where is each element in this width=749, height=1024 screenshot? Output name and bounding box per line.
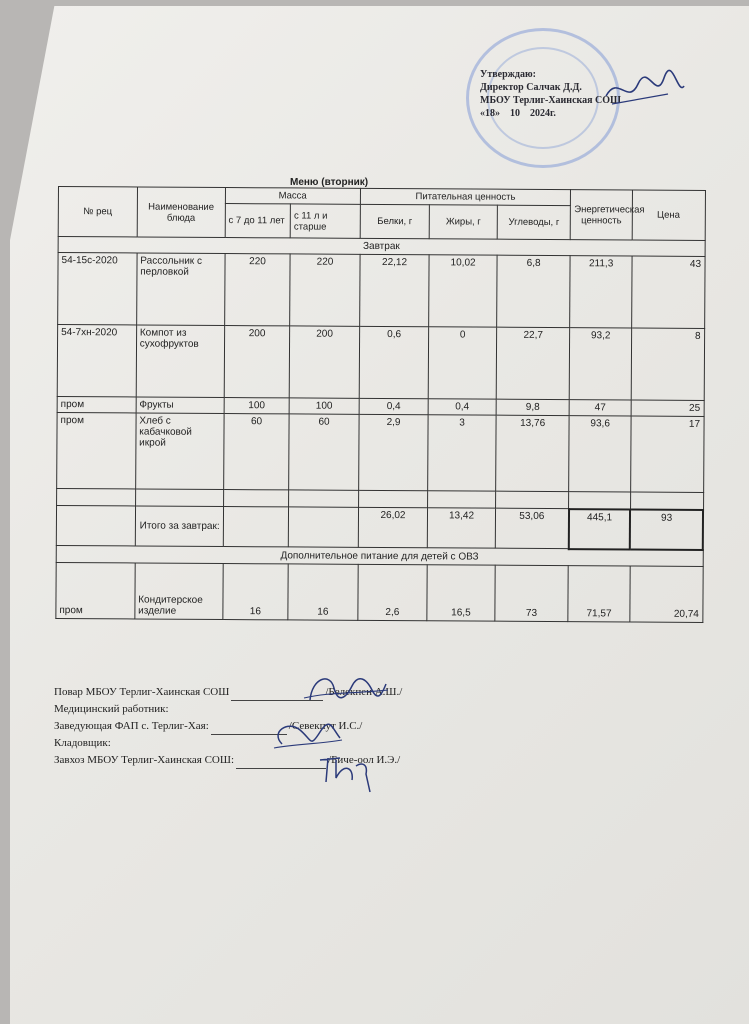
- total-price: 93: [630, 509, 703, 549]
- cell-dish: Кондитерское изделие: [135, 562, 223, 619]
- cook-signature: [300, 668, 390, 708]
- cell-fat: 10,02: [429, 255, 497, 327]
- cell-price: 25: [631, 400, 704, 416]
- cell-energy: 93,2: [570, 328, 632, 400]
- total-energy: 445,1: [569, 509, 631, 549]
- cell-dish: Фрукты: [136, 397, 224, 414]
- fap-name: /Севекпут И.С./: [288, 720, 363, 732]
- cell-mass-1: 16: [223, 563, 289, 619]
- approval-line-1: Утверждаю:: [480, 69, 536, 80]
- table-row: [57, 325, 704, 401]
- approval-line-2: Директор Салчак Д.Д.: [480, 82, 582, 93]
- cell-price: 17: [630, 416, 703, 492]
- cell-fat: 0,4: [428, 399, 496, 415]
- medic-title: Медицинский работник:: [54, 703, 169, 715]
- zavhoz-signature: [310, 748, 390, 798]
- header-mass: Масса: [225, 188, 360, 205]
- cell-recipe: пром: [57, 396, 136, 412]
- menu-title: Меню (вторник): [290, 177, 369, 188]
- header-age-2: с 11 л и старше: [290, 204, 360, 238]
- cell-carbs: 73: [495, 565, 569, 621]
- cell-mass-2: 60: [289, 414, 359, 490]
- zavhoz-name: /Биче-оол И.Э./: [328, 754, 401, 766]
- ovz-row: [56, 562, 703, 622]
- table-row: [58, 253, 705, 329]
- approval-date-year: 2024г.: [530, 108, 556, 119]
- approval-date-month: 10: [510, 108, 520, 119]
- cell-carbs: 22,7: [496, 327, 570, 399]
- cell-price: 43: [631, 256, 704, 328]
- cell-energy: 71,57: [568, 565, 630, 621]
- cell-mass-2: 200: [289, 326, 359, 398]
- total-fat: 13,42: [428, 508, 496, 548]
- total-row: [56, 505, 703, 549]
- cell-price: 20,74: [630, 566, 703, 622]
- cell-fat: 16,5: [427, 564, 495, 620]
- cell-mass-2: 100: [289, 398, 359, 414]
- header-nutrition: Питательная ценность: [360, 188, 571, 205]
- menu-table: [55, 186, 706, 622]
- cell-protein: 0,6: [359, 326, 429, 398]
- approval-date-day: «18»: [480, 108, 500, 119]
- total-label: Итого за завтрак:: [135, 506, 223, 547]
- section-breakfast: Завтрак: [58, 237, 705, 257]
- cell-mass-1: 100: [224, 398, 290, 414]
- fap-title: Заведующая ФАП с. Терлиг-Хая:: [54, 720, 209, 732]
- cell-price: 8: [631, 328, 704, 400]
- total-carbs: 53,06: [495, 508, 569, 548]
- header-protein: Белки, г: [360, 204, 430, 238]
- cook-name: /Белекпен А.Ш./: [325, 686, 403, 698]
- storekeeper-title: Кладовщик:: [54, 737, 111, 749]
- header-fat: Жиры, г: [429, 205, 497, 239]
- cell-recipe: пром: [57, 412, 136, 488]
- zavhoz-title: Завхоз МБОУ Терлиг-Хаинская СОШ:: [54, 754, 235, 766]
- cell-energy: 93,6: [569, 416, 631, 492]
- header-energy: Энергетическая ценность: [571, 190, 633, 240]
- cell-dish: Хлеб с кабачковой икрой: [135, 413, 223, 490]
- header-recipe: № рец: [58, 187, 137, 237]
- header-age-1: с 7 до 11 лет: [225, 204, 291, 238]
- table-row: [57, 412, 704, 492]
- cell-mass-2: 220: [290, 254, 360, 326]
- cell-energy: 211,3: [570, 256, 632, 328]
- cell-carbs: 6,8: [496, 255, 570, 327]
- cell-carbs: 9,8: [496, 399, 570, 415]
- cell-recipe: пром: [56, 562, 135, 618]
- section-ovz: Дополнительное питание для детей с ОВЗ: [56, 545, 703, 565]
- cell-mass-1: 220: [224, 254, 290, 326]
- cell-recipe: 54-15с-2020: [58, 253, 137, 325]
- cell-dish: Рассольник с перловкой: [136, 253, 224, 326]
- cell-energy: 47: [570, 400, 631, 416]
- cell-protein: 22,12: [359, 254, 429, 326]
- cell-carbs: 13,76: [495, 415, 569, 491]
- cell-dish: Компот из сухофруктов: [136, 325, 224, 398]
- cell-protein: 0,4: [359, 398, 429, 414]
- header-carbs: Углеводы, г: [497, 205, 571, 239]
- total-protein: 26,02: [358, 507, 428, 547]
- cell-protein: 2,6: [358, 564, 428, 620]
- cell-mass-1: 60: [223, 414, 289, 490]
- cook-title: Повар МБОУ Терлиг-Хаинская СОШ: [54, 686, 230, 698]
- cell-protein: 2,9: [358, 414, 428, 490]
- approval-line-3: МБОУ Терлиг-Хаинская СОШ: [480, 95, 622, 106]
- header-price: Цена: [632, 190, 705, 240]
- cell-mass-1: 200: [224, 326, 290, 398]
- director-signature: [598, 66, 688, 112]
- header-dish: Наименование блюда: [137, 187, 225, 238]
- cell-fat: 3: [428, 415, 496, 491]
- signature-zavhoz: [54, 752, 554, 769]
- cell-mass-2: 16: [288, 563, 358, 619]
- cell-fat: 0: [428, 327, 496, 399]
- cell-recipe: 54-7хн-2020: [57, 325, 136, 397]
